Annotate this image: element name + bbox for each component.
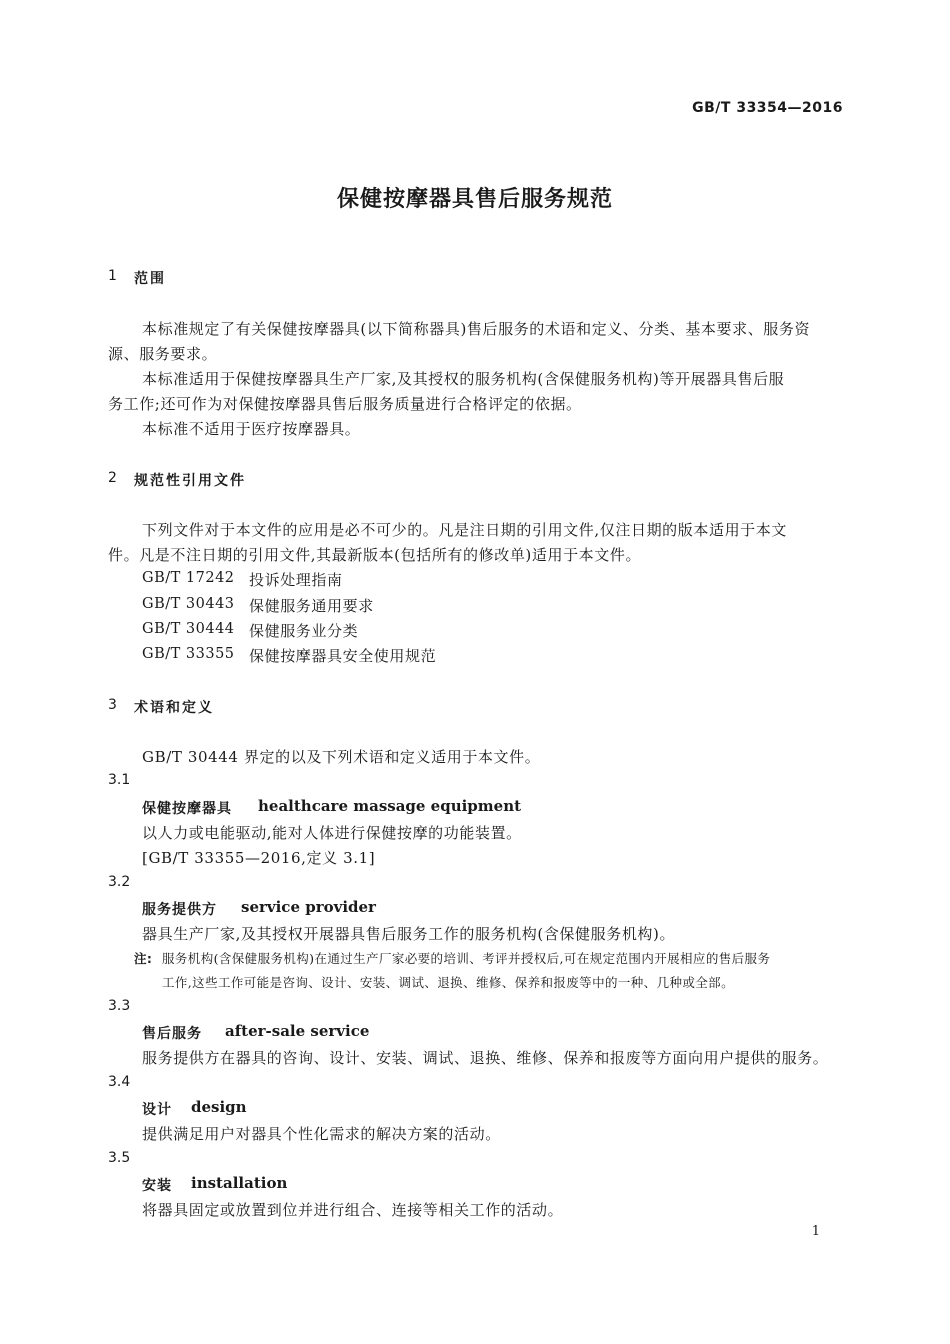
section-3-intro: GB/T 30444 界定的以及下列术语和定义适用于本文件。 [142, 748, 541, 766]
section-1-paragraph-1-cont: 源、服务要求。 [108, 345, 218, 363]
term-definition: 服务提供方在器具的咨询、设计、安装、调试、退换、维修、保养和报废等方面向用户提供的服务。 [142, 1049, 829, 1067]
section-2-number: 2 [108, 470, 117, 486]
term-number: 3.2 [108, 874, 131, 890]
page-number: 1 [811, 1224, 820, 1239]
page-title: 保健按摩器具售后服务规范 [336, 187, 613, 212]
section-1-paragraph-2: 本标准适用于保健按摩器具生产厂家,及其授权的服务机构(含保健服务机构)等开展器具售后服 [142, 370, 785, 388]
term-english: design [191, 1098, 247, 1116]
note-text: 服务机构(含保健服务机构)在通过生产厂家必要的培训、考评并授权后,可在规定范围内开展相应的售后服务 [162, 951, 771, 966]
term-number: 3.1 [108, 772, 131, 788]
section-1-paragraph-2-cont: 务工作;还可作为对保健按摩器具售后服务质量进行合格评定的依据。 [108, 395, 582, 413]
ref-name: 保健服务业分类 [249, 622, 359, 640]
section-1-title: 范围 [134, 271, 166, 287]
section-2-paragraph-1-cont: 件。凡是不注日期的引用文件,其最新版本(包括所有的修改单)适用于本文件。 [108, 546, 642, 564]
term-definition: 将器具固定或放置到位并进行组合、连接等相关工作的活动。 [142, 1201, 564, 1219]
term-definition: 提供满足用户对器具个性化需求的解决方案的活动。 [142, 1125, 501, 1143]
ref-code: GB/T 30443 [142, 596, 235, 612]
section-3-title: 术语和定义 [134, 700, 214, 716]
term-number: 3.3 [108, 998, 131, 1014]
section-2-title: 规范性引用文件 [134, 473, 246, 489]
ref-code: GB/T 17242 [142, 570, 235, 586]
ref-name: 投诉处理指南 [249, 571, 343, 589]
term-english: healthcare massage equipment [258, 797, 522, 815]
term-source: [GB/T 33355—2016,定义 3.1] [142, 849, 376, 867]
term-english: after-sale service [225, 1022, 370, 1040]
term-chinese: 售后服务 [142, 1026, 202, 1042]
term-definition: 器具生产厂家,及其授权开展器具售后服务工作的服务机构(含保健服务机构)。 [142, 925, 676, 943]
section-1-paragraph-3: 本标准不适用于医疗按摩器具。 [142, 420, 361, 438]
ref-name: 保健服务通用要求 [249, 597, 374, 615]
term-chinese: 安装 [142, 1178, 172, 1194]
standard-code: GB/T 33354—2016 [692, 100, 843, 116]
ref-name: 保健按摩器具安全使用规范 [249, 647, 437, 665]
term-number: 3.5 [108, 1150, 131, 1166]
section-3-number: 3 [108, 697, 117, 713]
section-1-number: 1 [108, 268, 117, 284]
term-number: 3.4 [108, 1074, 131, 1090]
term-chinese: 保健按摩器具 [142, 801, 232, 817]
term-english: service provider [241, 898, 376, 916]
section-1-paragraph-1: 本标准规定了有关保健按摩器具(以下简称器具)售后服务的术语和定义、分类、基本要求、服务资 [142, 320, 811, 338]
term-chinese: 设计 [142, 1102, 172, 1118]
term-english: installation [191, 1174, 288, 1192]
term-definition: 以人力或电能驱动,能对人体进行保健按摩的功能装置。 [142, 824, 522, 842]
ref-code: GB/T 33355 [142, 646, 235, 662]
term-chinese: 服务提供方 [142, 902, 217, 918]
section-2-paragraph-1: 下列文件对于本文件的应用是必不可少的。凡是注日期的引用文件,仅注日期的版本适用于本文 [142, 521, 787, 539]
ref-code: GB/T 30444 [142, 621, 235, 637]
note-label: 注: [134, 951, 153, 966]
note-text-cont: 工作,这些工作可能是咨询、设计、安装、调试、退换、维修、保养和报废等中的一种、几种或全部。 [162, 975, 734, 990]
